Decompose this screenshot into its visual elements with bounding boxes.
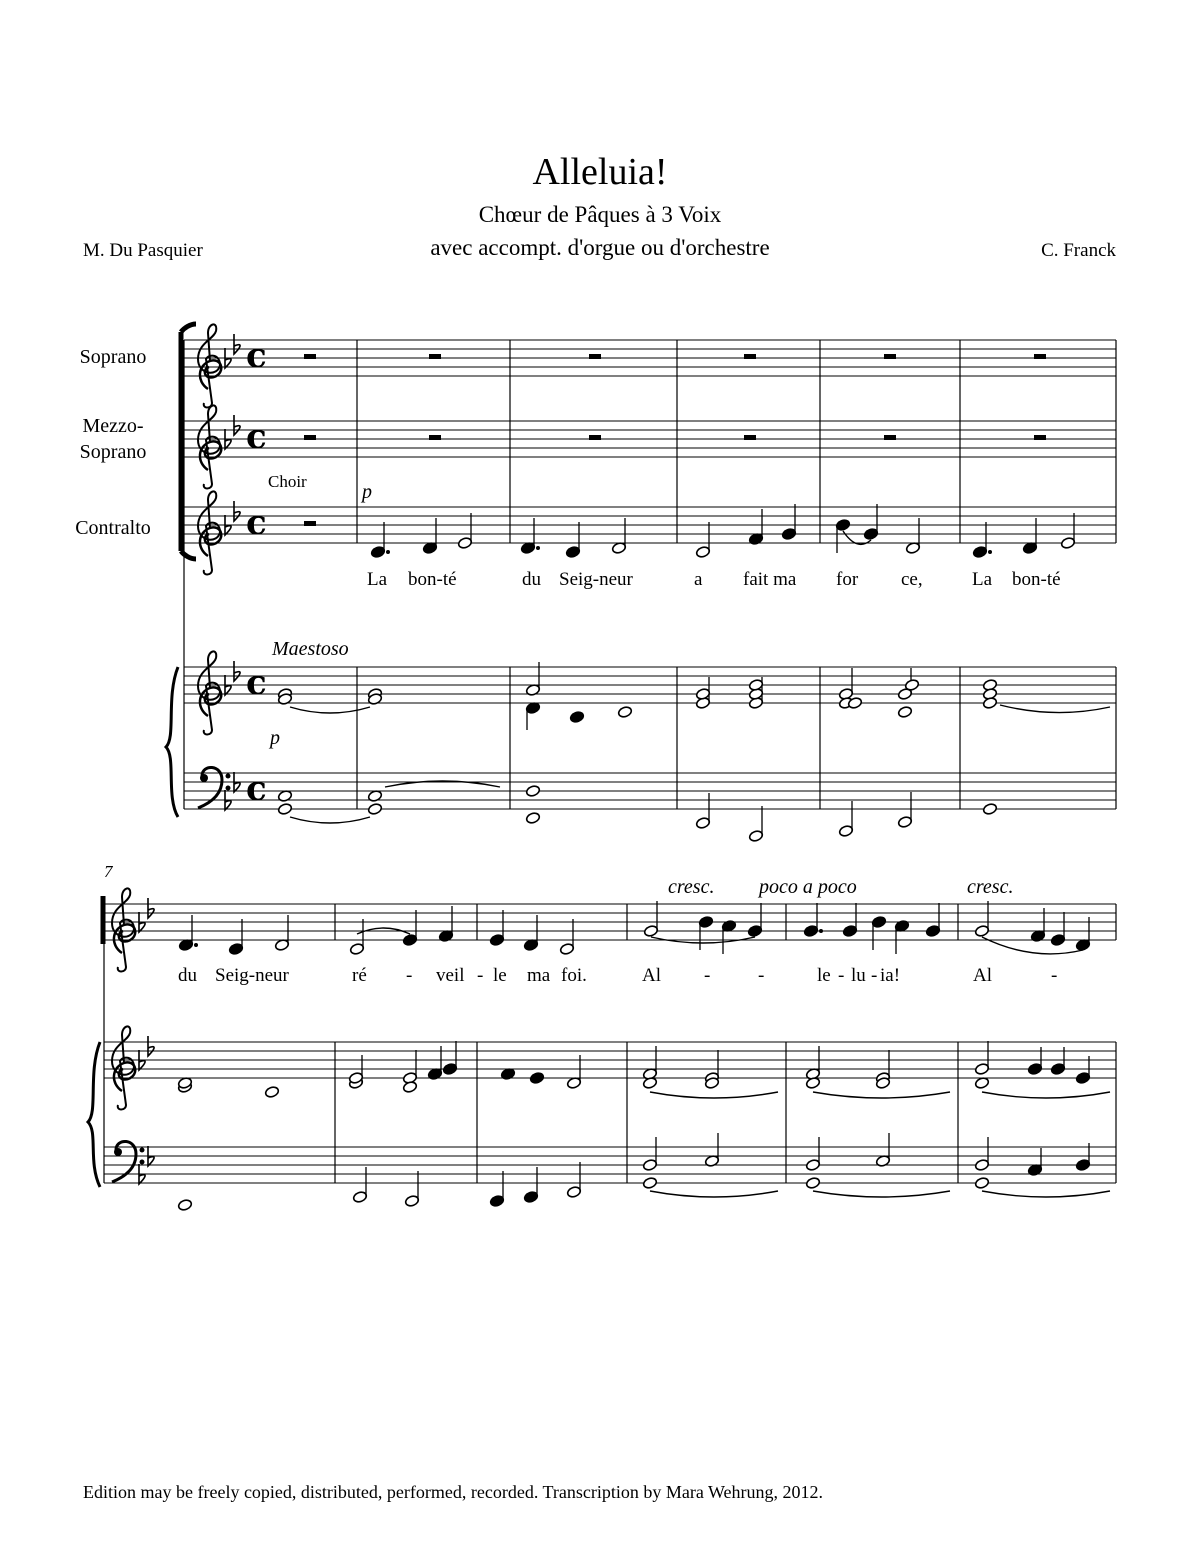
note-head (642, 1177, 657, 1190)
lyric-syllable: - (1051, 965, 1058, 986)
note-head (525, 812, 540, 825)
whole-rest (1034, 435, 1046, 440)
common-time-signature: c (246, 769, 267, 809)
whole-rest (589, 354, 601, 359)
lyric-syllable: foi. (561, 965, 587, 986)
whole-note (367, 803, 382, 816)
note-head (569, 711, 584, 724)
lyric-syllable: ré (352, 965, 367, 986)
lyric-syllable: ce, (901, 569, 923, 590)
note-head (897, 706, 912, 719)
lyric-syllable: ia! (880, 965, 901, 986)
common-time-signature: c (246, 503, 267, 543)
slur (813, 1092, 950, 1098)
treble-clef (198, 651, 221, 734)
whole-note (982, 803, 997, 816)
lyric-syllable: - (406, 965, 413, 986)
lyric-syllable: lu (851, 965, 866, 986)
whole-rest (304, 354, 316, 359)
lyric-syllable: - (704, 965, 711, 986)
flat-accidental (148, 1036, 154, 1056)
lyric-syllable: Seig-neur (215, 965, 289, 986)
whole-rest (589, 435, 601, 440)
slur (982, 1191, 1110, 1197)
choir-bracket (181, 324, 196, 559)
augmentation-dot (988, 550, 992, 554)
augmentation-dot (386, 550, 390, 554)
lyric-syllable: La (367, 569, 388, 590)
whole-rest (744, 435, 756, 440)
common-time-signature: c (246, 417, 267, 457)
slur (1000, 705, 1110, 713)
whole-note (982, 697, 997, 710)
augmentation-dot (819, 929, 823, 933)
common-time-signature: c (246, 663, 267, 703)
note-head (617, 706, 632, 719)
lyric-syllable: - (477, 965, 484, 986)
note-head (525, 785, 540, 798)
lyric-syllable: du (178, 965, 197, 986)
lyric-syllable: Seig-neur (559, 569, 633, 590)
subtitle-line-1: Chœur de Pâques à 3 Voix (478, 202, 722, 227)
treble-clef (198, 491, 221, 574)
treble-clef (198, 405, 221, 488)
lyric-syllable: le (817, 965, 831, 986)
whole-rest (304, 435, 316, 440)
lyric-syllable: bon-té (1012, 569, 1061, 590)
slur (813, 1191, 950, 1197)
poco-a-poco-marking: poco a poco (759, 876, 857, 898)
whole-rest (304, 521, 316, 526)
lyric-syllable: ma (527, 965, 551, 986)
slur (290, 707, 370, 713)
staff-label-soprano: Soprano (79, 346, 147, 368)
staff-label-contralto: Contralto (75, 517, 151, 539)
augmentation-dot (194, 943, 198, 947)
cresc-marking-2: cresc. (967, 876, 1014, 898)
note-head (805, 1177, 820, 1190)
lyricist-credit: M. Du Pasquier (83, 240, 203, 261)
lyric-syllable: fait ma (743, 569, 797, 590)
flat-accidental (148, 898, 154, 918)
lyric-syllable: du (522, 569, 541, 590)
measure-number: 7 (104, 862, 113, 881)
treble-clef (198, 324, 221, 407)
slur (650, 1191, 778, 1197)
common-time-signature: c (246, 336, 267, 376)
note-head (529, 1072, 544, 1085)
subtitle-line-2: avec accompt. d'orgue ou d'orchestre (430, 235, 770, 260)
lyric-syllable: - (758, 965, 765, 986)
lyric-syllable: bon-té (408, 569, 457, 590)
slur (290, 817, 370, 823)
whole-note (277, 803, 292, 816)
page-title: Alleluia! (532, 151, 668, 193)
dynamic-p-organ: p (270, 727, 280, 749)
lyric-syllable: - (838, 965, 845, 986)
piano-brace (88, 1042, 100, 1187)
lyric-syllable: veil (436, 965, 465, 986)
flat-accidental (234, 334, 240, 354)
whole-rest (884, 435, 896, 440)
flat-accidental (234, 501, 240, 521)
dynamic-p-voice: p (362, 481, 372, 503)
staff-label-mezzo-line1: Mezzo- (82, 415, 144, 437)
lyric-syllable: Al (642, 965, 661, 986)
whole-rest (429, 354, 441, 359)
augmentation-dot (536, 546, 540, 550)
tempo-marking: Maestoso (272, 638, 349, 660)
composer-credit: C. Franck (1041, 240, 1116, 261)
lyric-syllable: for (836, 569, 859, 590)
treble-clef (112, 888, 135, 971)
whole-rest (1034, 354, 1046, 359)
whole-rest (429, 435, 441, 440)
flat-accidental (234, 661, 240, 681)
lyric-syllable: le (493, 965, 507, 986)
flat-accidental (234, 415, 240, 435)
whole-rest (884, 354, 896, 359)
note-head (402, 1081, 417, 1094)
choir-marking: Choir (268, 472, 307, 491)
lyric-syllable: a (694, 569, 703, 590)
slur (650, 1092, 778, 1098)
note-head (974, 1177, 989, 1190)
staff-label-mezzo-line2: Soprano (79, 441, 147, 463)
whole-note (177, 1199, 192, 1212)
note-head (264, 1086, 279, 1099)
whole-rest (744, 354, 756, 359)
piano-brace (166, 667, 178, 817)
cresc-marking-1: cresc. (668, 876, 715, 898)
lyric-syllable: Al (973, 965, 992, 986)
lyric-syllable: - (871, 965, 878, 986)
lyric-syllable: La (972, 569, 993, 590)
slur (982, 1092, 1110, 1098)
copyright-footer: Edition may be freely copied, distributed, performed, recorded. Transcription by Mara Wehrung, 2012. (83, 1482, 824, 1502)
treble-clef (112, 1026, 135, 1109)
